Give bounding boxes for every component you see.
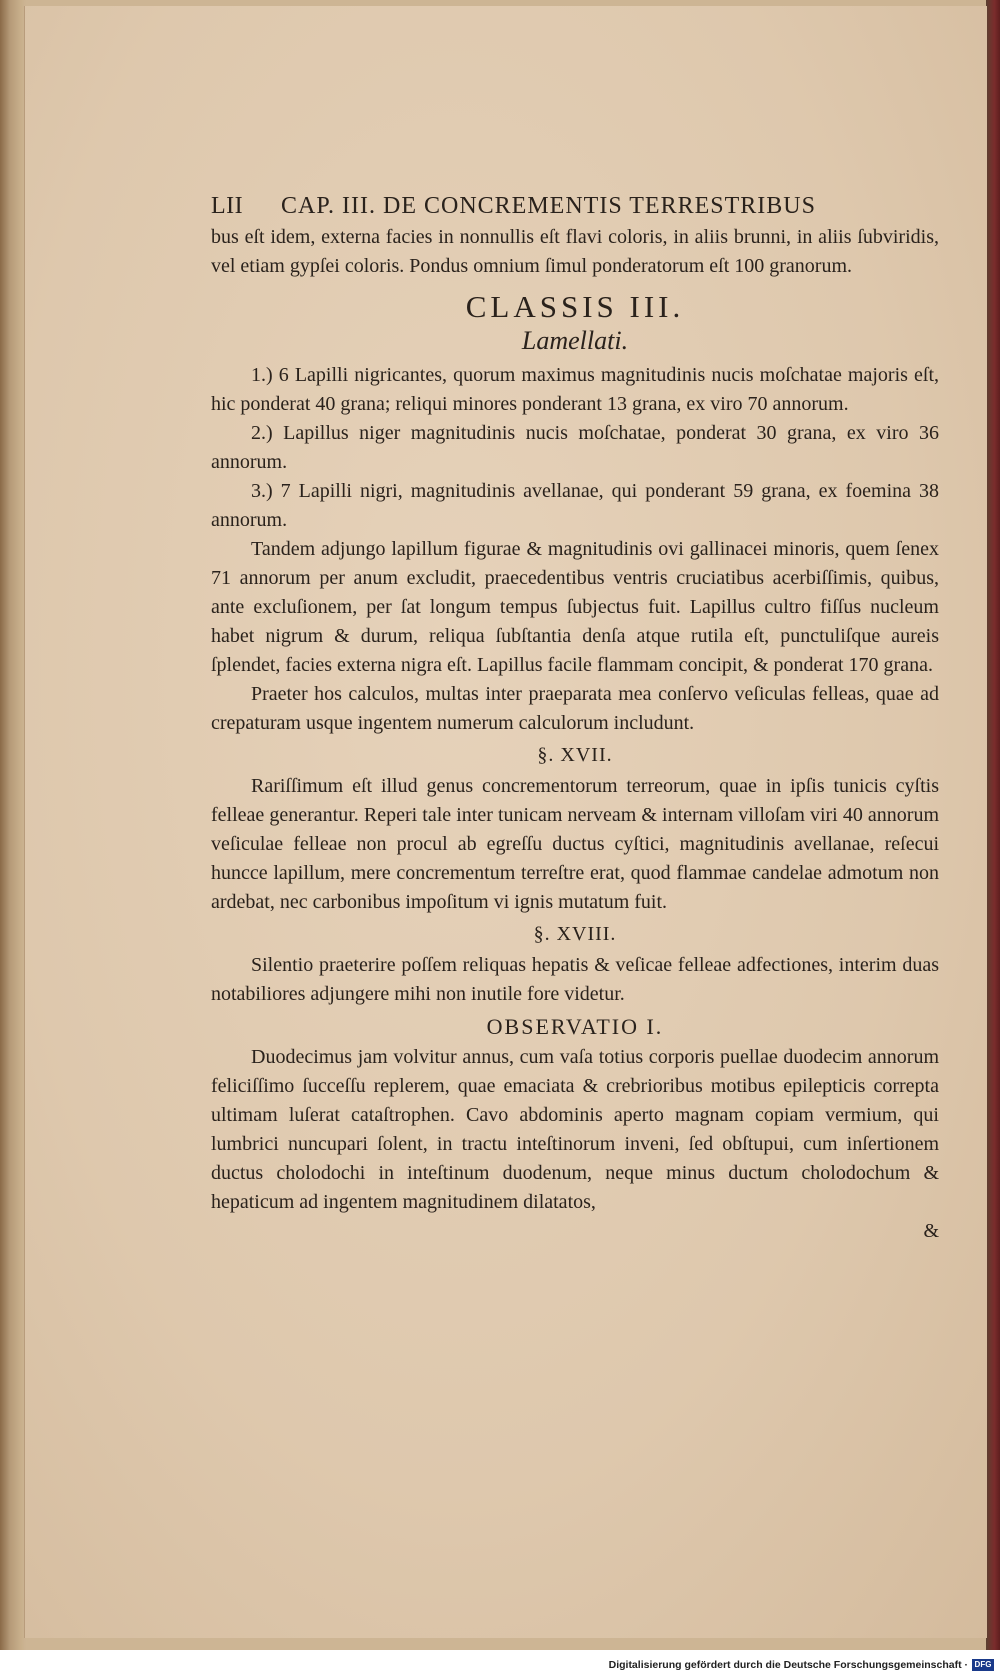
paragraph-tandem: Tandem adjungo lapillum figurae & magnitudinis ovi gallinacei minoris, quem ſenex 71 annorum per anum excludit, praecedentibus ventris cruciatibus acerbiſſimis, quibus, ante excluſionem, per ſat longum tempus ſubjectus fuit. Lapillus cultro fiſſus nucleum habet nigrum & durum, reliqua ſubſtantia denſa atque rutila eſt, punctuliſque aureis ſplendet, facies externa nigra eſt. Lapillus facile flammam concipit, & ponderat 170 grana. [211, 538, 939, 676]
paragraph-rarissimum: Rariſſimum eſt illud genus concrementorum terreorum, quae in ipſis tunicis cyſtis felleae generantur. Reperi tale inter tunicam nerveam & internam villoſam viri 40 annorum veſiculae felleae non procul ab egreſſu ductus cyſtici, magnitudinis avellanae, reſecui huncce lapillum, mere concrementum terreſtre erat, quod flammae candelae admotum non ardebat, nec carbonibus impoſitum vi ignis mutatum fuit. [211, 775, 939, 913]
list-item-3: 3.) 7 Lapilli nigri, magnitudinis avellanae, qui ponderant 59 grana, ex foemina 38 annorum. [211, 480, 939, 531]
classis-subtitle: Lamellati. [521, 326, 629, 355]
paragraph-duodecimus: Duodecimus jam volvitur annus, cum vaſa totius corporis puellae duodecim annorum feliciſſimo ſucceſſu replerem, quae emaciata & crebrioribus motibus epilepticis correpta ultimam luſerat cataſtrophen. Cavo abdominis aperto magnam copiam vermium, qui lumbrici nuncupari ſolent, in tractu inteſtinorum inveni, ſed obſtupui, cum inſertionem ductus cholodochi in inteſtinum duodenum, neque minus ductum cholodochum & hepaticum ad ingentem magnitudinem dilatatos, [211, 1046, 939, 1213]
paragraph-praeter: Praeter hos calculos, multas inter praeparata mea conſervo veſiculas felleas, quae ad crepaturam usque ingentem numerum calculorum includunt. [211, 683, 939, 734]
text-block [211, 192, 939, 1245]
section-heading-17: §. XVII. [537, 744, 613, 766]
section-heading-18: §. XVIII. [533, 923, 617, 945]
list-item-2: 2.) Lapillus niger magnitudinis nucis moſchatae, ponderat 30 grana, ex viro 36 annorum. [211, 422, 939, 473]
observatio-heading: OBSERVATIO I. [486, 1014, 664, 1039]
running-header [211, 192, 939, 221]
book-cover-edge [986, 0, 1000, 1650]
footer-credit: Digitalisierung gefördert durch die Deutsche Forschungsgemeinschaft · [608, 1659, 968, 1671]
page [24, 6, 987, 1638]
page-number: LII [211, 193, 244, 219]
paragraph-continued: bus eſt idem, externa facies in nonnullis eſt flavi coloris, in aliis brunni, in aliis ſubviridis, vel etiam gypſei coloris. Pondus omnium ſimul ponderatorum eſt 100 granorum. [211, 226, 939, 277]
list-item-1: 1.) 6 Lapilli nigricantes, quorum maximus magnitudinis nucis moſchatae majoris eſt, hic ponderat 40 grana; reliqui minores ponderant 13 grana, ex viro 70 annorum. [211, 364, 939, 415]
classis-heading: CLASSIS III. [465, 289, 685, 324]
running-title: CAP. III. DE CONCREMENTIS TERRESTRIBUS [281, 193, 816, 219]
dfg-logo-icon: DFG [972, 1659, 994, 1671]
catchword: & [923, 1220, 939, 1242]
paragraph-silentio: Silentio praeterire poſſem reliquas hepatis & veſicae felleae adfectiones, interim duas notabiliores adjungere mihi non inutile fore videtur. [211, 954, 939, 1005]
